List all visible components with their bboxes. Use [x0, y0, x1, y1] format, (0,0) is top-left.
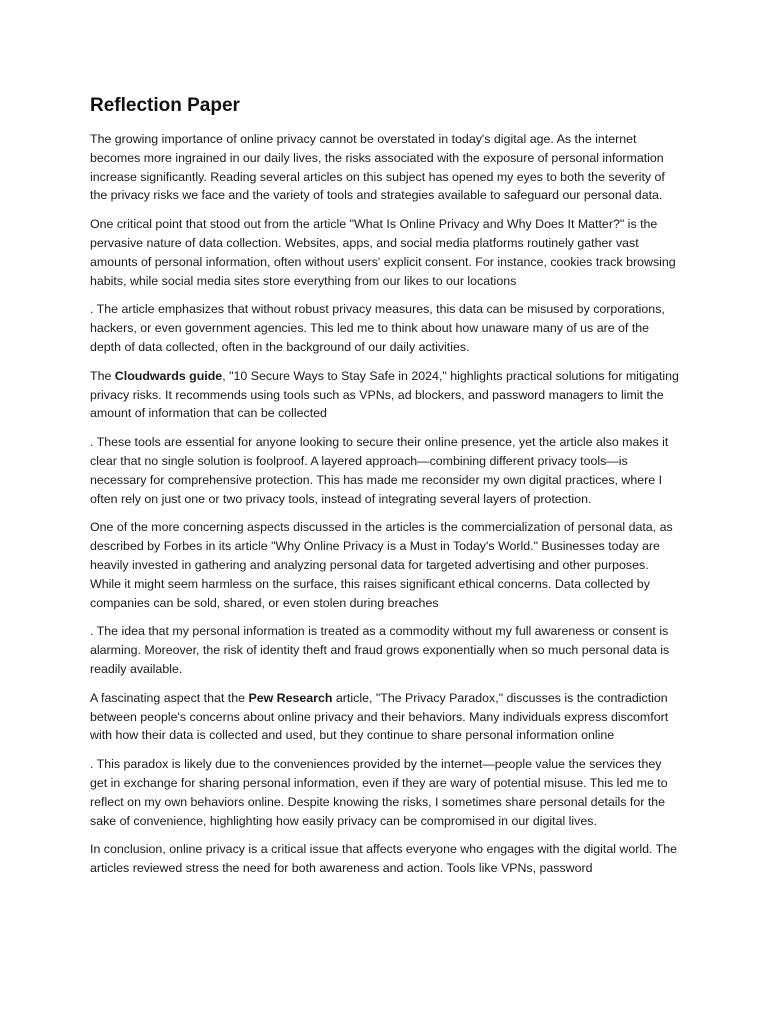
paragraph-conclusion: In conclusion, online privacy is a critical issue that affects everyone who engages with the digital world. The articles reviewed stress the need for both awareness and action. Tools like VPNs, password [90, 842, 678, 876]
paragraph-text: , "10 Secure Ways to Stay Safe in 2024," highlights practical solutions for mitigating privacy risks. It recommends using tools such as VPNs, ad blockers, and password managers to limit the amount of information that can be collected [90, 368, 679, 421]
paragraph-data-collection: One critical point that stood out from the article "What Is Online Privacy and Why Does It Matter?" is the pervasive nature of data collection. Websites, apps, and social media platforms routinely gather vast amounts of personal information, often without users' explicit consent. For instance, cookies track browsing habits, while social media sites store everything from our likes to our locations [90, 217, 676, 288]
paragraph-paradox: . This paradox is likely due to the conveniences provided by the internet—people value the services they get in exchange for sharing personal information, even if they are wary of potential misuse. This led me to reflect on my own behaviors online. Despite knowing the risks, I sometimes share personal details for the sake of convenience, highlighting how easily privacy can be compromised in our digital lives. [90, 757, 668, 828]
paragraph-layered-approach: . These tools are essential for anyone looking to secure their online presence, yet the article also makes it clear that no single solution is foolproof. A layered approach—combining different privacy tools—is necessary for comprehensive protection. This has made me reconsider my own digital practices, where I often rely on just one or two privacy tools, instead of integrating several layers of protection. [90, 435, 669, 506]
paragraph-misuse: . The article emphasizes that without robust privacy measures, this data can be misused by corporations, hackers, or even government agencies. This led me to think about how unaware many of us are of the depth of data collected, often in the background of our daily activities. [90, 302, 665, 354]
paragraph-text: A fascinating aspect that the [90, 690, 249, 705]
paragraph-text: The [90, 368, 115, 383]
paragraph-cloudwards [90, 367, 680, 423]
paragraph-pew-research [90, 689, 680, 745]
bold-source-cloudwards: Cloudwards guide [114, 368, 223, 383]
document-page [90, 93, 680, 888]
paragraph-text: article, "The Privacy Paradox," discusses is the contradiction between people's concerns about online privacy and their behaviors. Many individuals express discomfort with how their data is collected and used, but they continue to share personal information online [90, 690, 669, 743]
paragraph-commercialization: One of the more concerning aspects discussed in the articles is the commercialization of personal data, as described by Forbes in its article "Why Online Privacy is a Must in Today's World." Businesses today are heavily invested in gathering and analyzing personal data for targeted advertising and other purposes. While it might seem harmless on the surface, this raises significant ethical concerns. Data collected by companies can be sold, shared, or even stolen during breaches [90, 520, 673, 610]
page-title: Reflection Paper [90, 95, 240, 116]
paragraph-intro: The growing importance of online privacy cannot be overstated in today's digital age. As the internet becomes more ingrained in our daily lives, the risks associated with the exposure of personal information increase significantly. Reading several articles on this subject has opened my eyes to both the severity of the privacy risks we face and the variety of tools and strategies available to safeguard our personal data. [90, 132, 665, 203]
bold-source-pew: Pew Research [248, 690, 333, 705]
paragraph-commodity: . The idea that my personal information is treated as a commodity without my full awareness or consent is alarming. Moreover, the risk of identity theft and fraud grows exponentially when so much personal data is readily available. [90, 624, 670, 676]
